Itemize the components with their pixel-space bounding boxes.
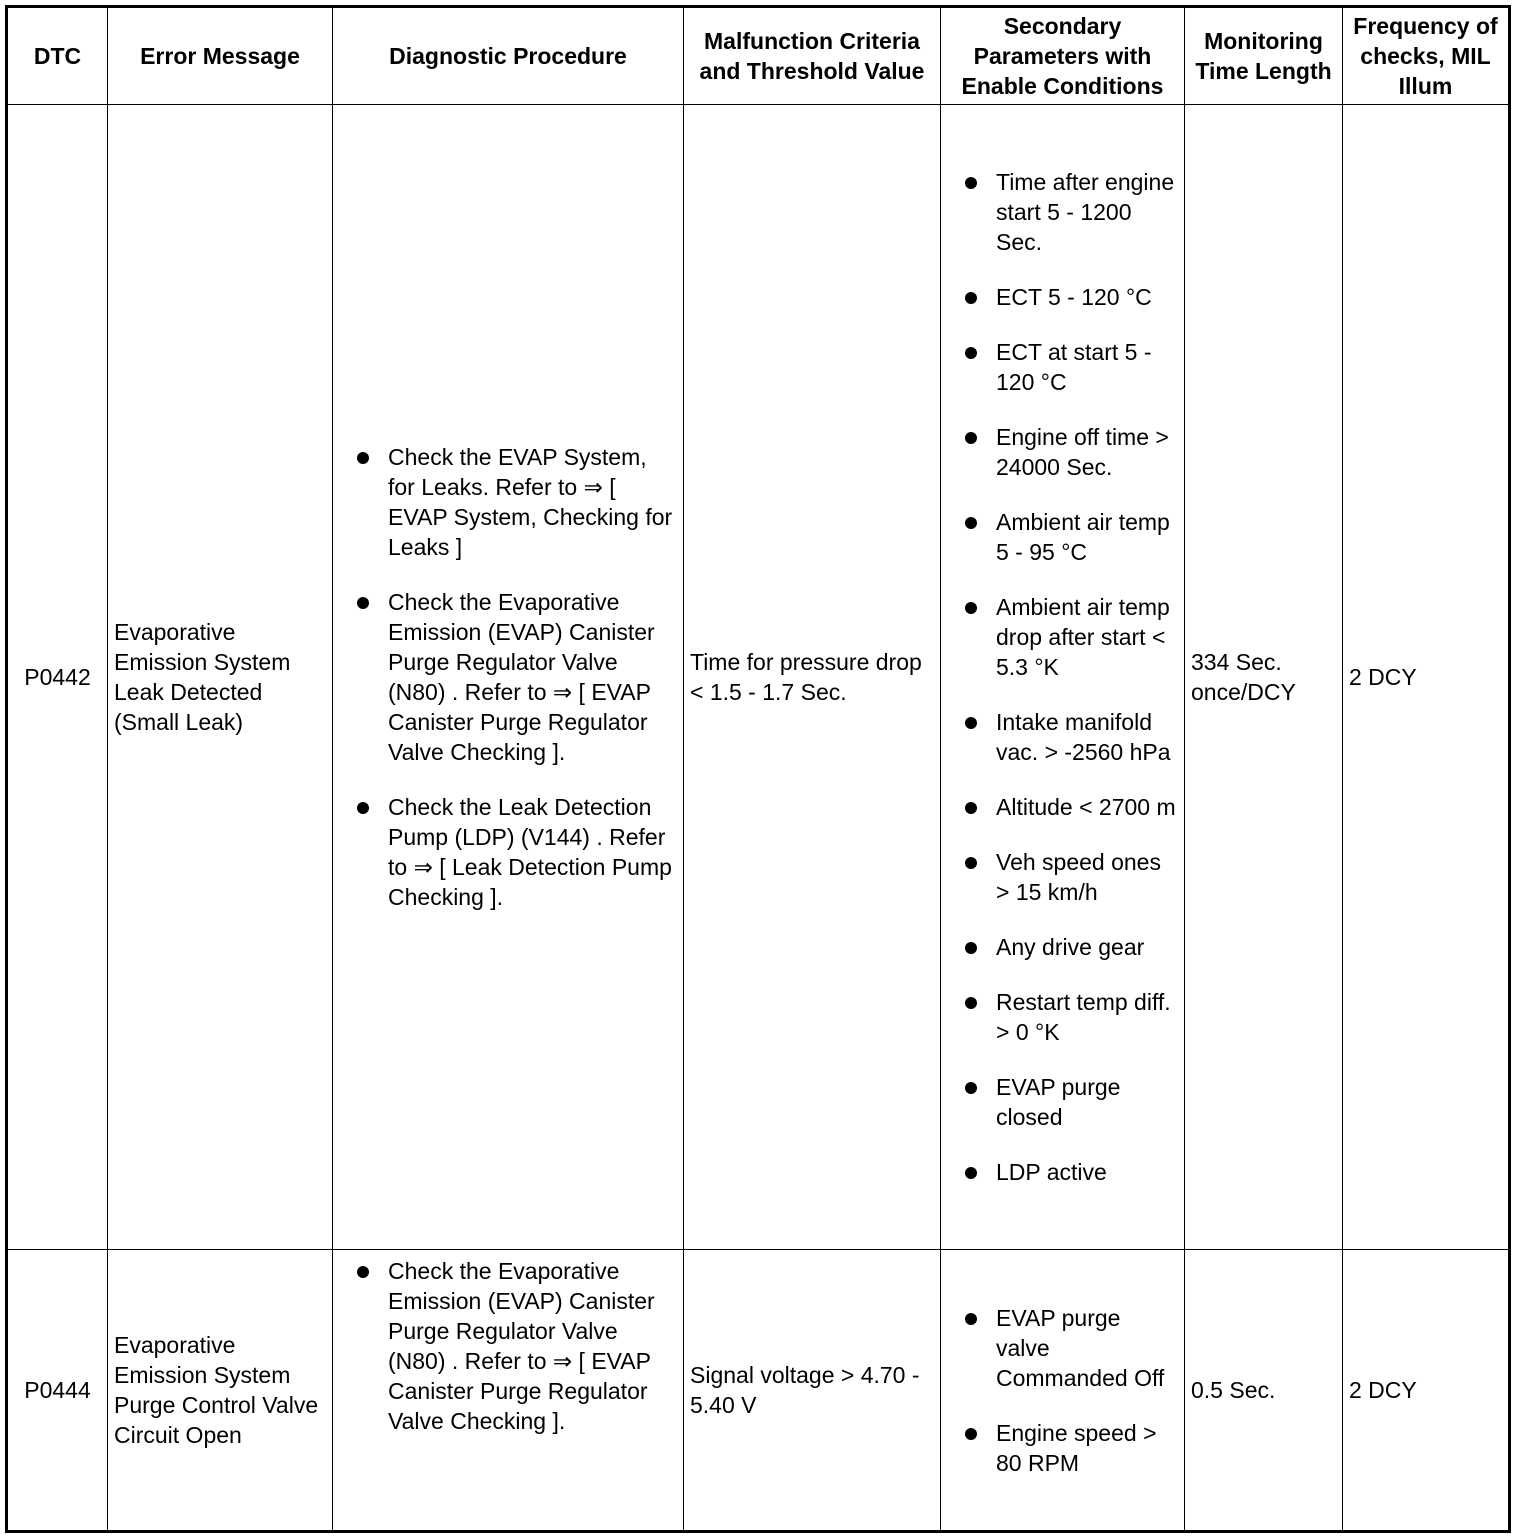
dtc-table-container: [5, 5, 1511, 1533]
header-diagnostic-procedure: Diagnostic Procedure: [333, 7, 684, 105]
bullet-icon: [965, 997, 977, 1009]
bullet-icon: [965, 802, 977, 814]
secondary-text: Ambient air temp drop after start < 5.3 °K: [996, 594, 1170, 680]
table-row: [7, 105, 1510, 1250]
secondary-text: LDP active: [996, 1159, 1107, 1185]
bullet-icon: [965, 292, 977, 304]
secondary-item: [941, 1072, 1184, 1132]
table-row: [7, 1250, 1510, 1532]
secondary-text: EVAP purge valve Commanded Off: [996, 1304, 1165, 1391]
procedure-list: [333, 442, 683, 912]
procedure-item: [333, 587, 683, 767]
bullet-icon: [965, 1313, 977, 1325]
procedure-text: Check the Evaporative Emission (EVAP) Canister Purge Regulator Valve (N80) . Refer to ⇒ [ EVAP Canister Purge Regulator Valve Checking ].: [388, 1258, 655, 1434]
dtc-table: [5, 5, 1511, 1533]
malfunction-criteria: Signal voltage > 4.70 - 5.40 V: [684, 1250, 941, 1532]
secondary-item: [941, 507, 1184, 567]
secondary-item: [941, 167, 1184, 257]
procedure-item: [333, 792, 683, 912]
bullet-icon: [965, 857, 977, 869]
secondary-parameters: [941, 1250, 1185, 1532]
header-monitoring-time: Monitoring Time Length: [1185, 7, 1343, 105]
bullet-icon: [965, 177, 977, 189]
bullet-icon: [357, 1266, 369, 1278]
secondary-item: [941, 1303, 1184, 1393]
secondary-text: Engine speed > 80 RPM: [996, 1419, 1157, 1476]
dtc-code: P0442: [7, 105, 108, 1250]
header-malfunction-criteria: Malfunction Criteria and Threshold Value: [684, 7, 941, 105]
secondary-text: Any drive gear: [996, 934, 1145, 960]
secondary-item: [941, 592, 1184, 682]
frequency: 2 DCY: [1343, 1250, 1510, 1532]
secondary-item: [941, 422, 1184, 482]
procedure-text: Check the Leak Detection Pump (LDP) (V144) . Refer to ⇒ [ Leak Detection Pump Checking ].: [388, 794, 672, 910]
secondary-text: Intake manifold vac. > -2560 hPa: [996, 709, 1171, 765]
secondary-item: [941, 1418, 1184, 1478]
secondary-list: [941, 1303, 1184, 1478]
monitoring-time: 334 Sec. once/DCY: [1185, 105, 1343, 1250]
secondary-text: Time after engine start 5 - 1200 Sec.: [996, 169, 1175, 255]
secondary-item: [941, 987, 1184, 1047]
bullet-icon: [965, 717, 977, 729]
secondary-item: [941, 337, 1184, 397]
error-message: Evaporative Emission System Leak Detected (Small Leak): [108, 105, 333, 1250]
secondary-item: [941, 282, 1184, 312]
secondary-item: [941, 707, 1184, 767]
bullet-icon: [965, 347, 977, 359]
frequency: 2 DCY: [1343, 105, 1510, 1250]
secondary-text: ECT 5 - 120 °C: [996, 284, 1152, 310]
header-secondary-parameters: Secondary Parameters with Enable Conditions: [941, 7, 1185, 105]
bullet-icon: [357, 802, 369, 814]
bullet-icon: [965, 432, 977, 444]
header-dtc: DTC: [7, 7, 108, 105]
secondary-text: EVAP purge closed: [996, 1074, 1121, 1130]
secondary-item: [941, 792, 1184, 822]
secondary-text: Engine off time > 24000 Sec.: [996, 424, 1169, 480]
header-frequency: Frequency of checks, MIL Illum: [1343, 7, 1510, 105]
procedure-item: [333, 1256, 683, 1436]
bullet-icon: [965, 517, 977, 529]
secondary-text: Restart temp diff. > 0 °K: [996, 989, 1171, 1045]
procedure-text: Check the EVAP System, for Leaks. Refer to ⇒ [ EVAP System, Checking for Leaks ]: [388, 444, 673, 560]
bullet-icon: [357, 452, 369, 464]
secondary-item: [941, 847, 1184, 907]
bullet-icon: [357, 597, 369, 609]
malfunction-criteria: Time for pressure drop < 1.5 - 1.7 Sec.: [684, 105, 941, 1250]
table-header-row: [7, 7, 1510, 105]
secondary-text: Altitude < 2700 m: [996, 794, 1176, 820]
secondary-parameters: [941, 105, 1185, 1250]
procedure-text: Check the Evaporative Emission (EVAP) Canister Purge Regulator Valve (N80) . Refer to ⇒ [ EVAP Canister Purge Regulator Valve Checking ].: [388, 589, 655, 765]
secondary-item: [941, 932, 1184, 962]
secondary-text: Ambient air temp 5 - 95 °C: [996, 509, 1170, 565]
secondary-list: [941, 167, 1184, 1187]
bullet-icon: [965, 942, 977, 954]
monitoring-time: 0.5 Sec.: [1185, 1250, 1343, 1532]
header-error-message: Error Message: [108, 7, 333, 105]
bullet-icon: [965, 602, 977, 614]
bullet-icon: [965, 1428, 977, 1440]
secondary-text: Veh speed ones > 15 km/h: [996, 849, 1161, 905]
diagnostic-procedure: [333, 1250, 684, 1532]
dtc-code: P0444: [7, 1250, 108, 1532]
bullet-icon: [965, 1167, 977, 1179]
error-message: Evaporative Emission System Purge Control Valve Circuit Open: [108, 1250, 333, 1532]
secondary-text: ECT at start 5 - 120 °C: [996, 339, 1152, 395]
procedure-item: [333, 442, 683, 562]
diagnostic-procedure: [333, 105, 684, 1250]
bullet-icon: [965, 1082, 977, 1094]
procedure-list: [333, 1256, 683, 1436]
secondary-item: [941, 1157, 1184, 1187]
